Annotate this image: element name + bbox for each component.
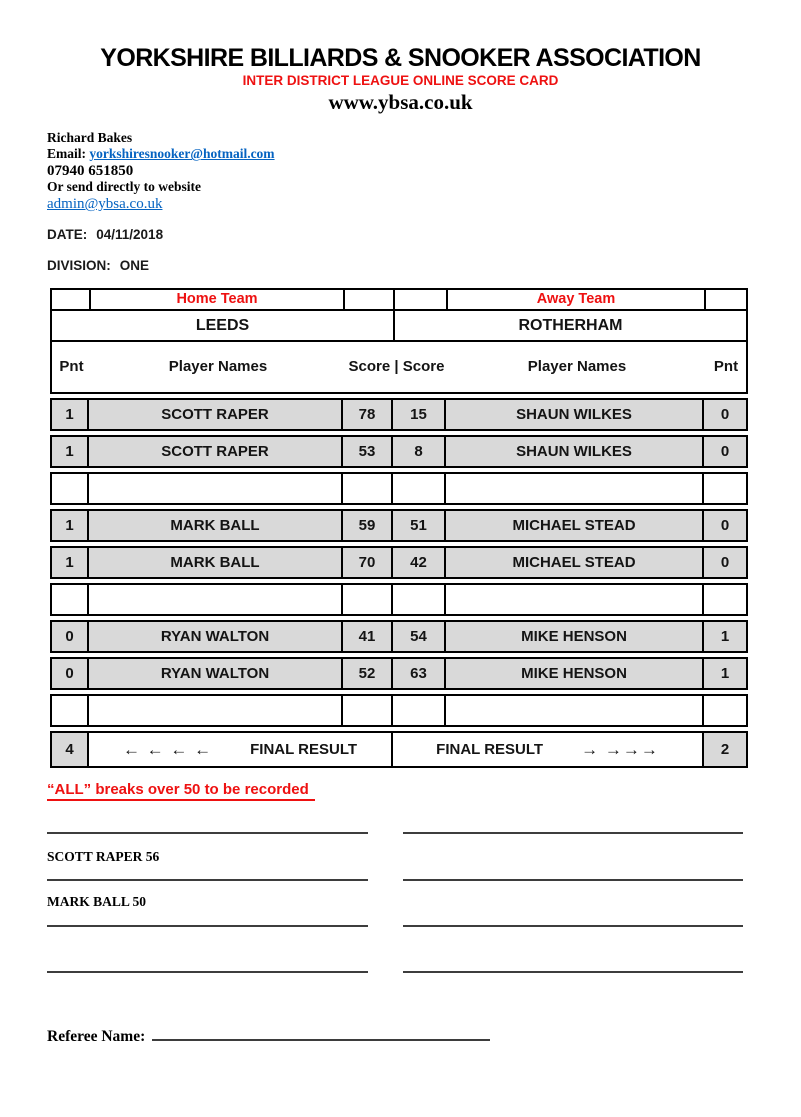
break-line [47,925,368,927]
away-score-cell [393,474,446,503]
away-player-cell: SHAUN WILKES [446,400,704,429]
date-label: DATE: [47,227,88,242]
home-player-cell: RYAN WALTON [89,622,343,651]
away-points-cell: 1 [704,622,746,651]
away-score-cell: 54 [393,622,446,651]
break-line [47,971,368,973]
score-table-header [50,288,748,394]
break-line [403,832,743,834]
home-score-cell: 53 [343,437,393,466]
table-row [50,398,748,431]
table-row [50,583,748,616]
date-value: 04/11/2018 [96,227,164,242]
away-score-cell: 63 [393,659,446,688]
date-row [47,227,163,242]
away-player-cell: MICHAEL STEAD [446,511,704,540]
home-points-cell [52,474,89,503]
admin-email-link[interactable]: admin@ybsa.co.uk [47,196,163,213]
website-note: Or send directly to website [47,178,201,194]
frames-container [50,398,748,727]
away-points-cell [704,585,746,614]
home-points-cell: 1 [52,400,89,429]
away-points-cell [704,474,746,503]
home-points-cell: 0 [52,659,89,688]
away-score-cell: 15 [393,400,446,429]
home-points-cell [52,696,89,725]
home-score-cell: 41 [343,622,393,651]
final-result-away-label: FINAL RESULT [436,741,544,758]
contact-phone: 07940 651850 [47,162,134,179]
table-row [50,472,748,505]
final-result-home-label: FINAL RESULT [250,741,358,758]
home-player-cell: MARK BALL [89,511,343,540]
home-player-cell: MARK BALL [89,548,343,577]
away-player-cell [446,696,704,725]
breaks-note: “ALL” breaks over 50 to be recorded [47,781,315,801]
score-header: Score | Score [348,358,445,375]
home-points-cell: 0 [52,622,89,651]
home-score-cell [343,585,393,614]
home-player-cell: SCOTT RAPER [89,437,343,466]
page-title: YORKSHIRE BILLIARDS & SNOOKER ASSOCIATION [100,44,701,72]
away-score-cell [393,585,446,614]
break-entry: MARK BALL 50 [47,894,147,909]
away-player-cell [446,585,704,614]
referee-label: Referee Name: [47,1028,146,1045]
table-row [50,620,748,653]
home-player-cell [89,696,343,725]
table-row [50,435,748,468]
away-score-cell: 8 [393,437,446,466]
left-arrows-icon: ← ← ← ← [122,740,213,759]
break-entry: SCOTT RAPER 56 [47,849,160,864]
player-names-right-header: Player Names [527,358,627,375]
home-score-cell: 70 [343,548,393,577]
home-team-name: LEEDS [52,311,395,340]
home-points-cell [52,585,89,614]
page-subtitle: INTER DISTRICT LEAGUE ONLINE SCORE CARD [242,73,559,88]
away-player-cell: MICHAEL STEAD [446,548,704,577]
home-player-cell: SCOTT RAPER [89,400,343,429]
away-score-cell [393,696,446,725]
final-result-row [50,731,748,768]
team-label-row [52,290,746,311]
right-arrows-icon: → →→→ [581,740,659,759]
score-table [50,288,748,768]
away-total-points: 2 [704,733,746,766]
final-result-home-cell [89,733,393,766]
away-player-cell: MIKE HENSON [446,659,704,688]
website-url: www.ybsa.co.uk [328,90,473,114]
away-player-cell: MIKE HENSON [446,622,704,651]
away-player-cell: SHAUN WILKES [446,437,704,466]
home-points-cell: 1 [52,437,89,466]
contact-email-line [47,146,275,162]
break-line [403,925,743,927]
home-player-cell [89,585,343,614]
home-score-cell: 78 [343,400,393,429]
away-score-cell: 51 [393,511,446,540]
home-score-cell: 52 [343,659,393,688]
team-name-row [52,311,746,342]
final-result-away-cell [393,733,704,766]
referee-signature-line [152,1026,490,1041]
break-line [47,879,368,881]
home-score-cell [343,696,393,725]
away-points-cell [704,696,746,725]
referee-row [47,1026,490,1046]
away-points-cell: 1 [704,659,746,688]
table-row [50,694,748,727]
away-points-cell: 0 [704,437,746,466]
player-names-left-header: Player Names [168,358,268,375]
spacer-cell [706,290,746,309]
break-line [403,971,743,973]
home-score-cell: 59 [343,511,393,540]
pnt-left-header: Pnt [59,358,84,375]
email-link[interactable]: yorkshiresnooker@hotmail.com [89,146,275,162]
away-points-cell: 0 [704,548,746,577]
contact-block [47,130,275,212]
pnt-right-header: Pnt [713,358,739,375]
home-total-points: 4 [52,733,89,766]
away-player-cell [446,474,704,503]
table-row [50,509,748,542]
division-value: ONE [119,258,150,273]
table-row [50,546,748,579]
email-label: Email: [47,146,90,162]
home-points-cell: 1 [52,548,89,577]
division-label: DIVISION: [47,258,111,273]
home-points-cell: 1 [52,511,89,540]
away-team-label: Away Team [448,290,706,309]
home-player-cell: RYAN WALTON [89,659,343,688]
spacer-cell [52,290,91,309]
table-row [50,657,748,690]
break-line [47,832,368,834]
away-score-cell: 42 [393,548,446,577]
home-score-cell [343,474,393,503]
away-points-cell: 0 [704,400,746,429]
column-header-row [52,342,746,392]
division-row [47,258,149,273]
spacer-cell [395,290,448,309]
away-team-name: ROTHERHAM [518,317,623,334]
contact-name: Richard Bakes [47,130,133,145]
home-team-label: Home Team [91,290,345,309]
break-line [403,879,743,881]
home-player-cell [89,474,343,503]
spacer-cell [345,290,395,309]
away-points-cell: 0 [704,511,746,540]
